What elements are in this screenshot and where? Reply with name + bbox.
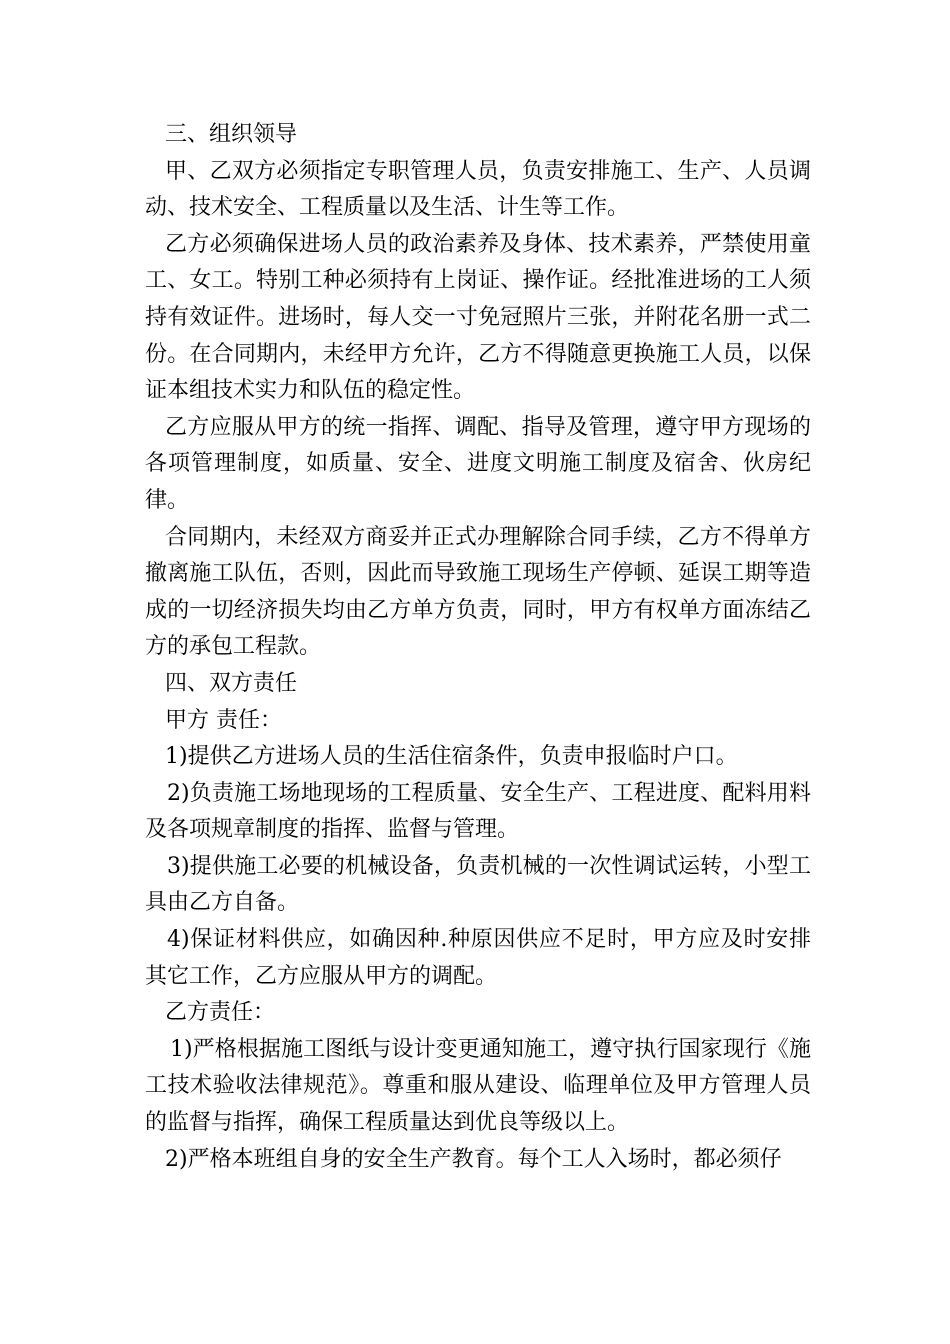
document-body (145, 117, 811, 1178)
paragraph-obey-management: 乙方应服从甲方的统一指挥、调配、指导及管理，遵守甲方现场的各项管理制度，如质量、安全、进度文明施工制度及宿舍、伙房纪律。 (145, 414, 811, 513)
party-b-item-1: 1)严格根据施工图纸与设计变更通知施工，遵守执行国家现行《施工技术验收法律规范》。尊重和服从建设、临理单位及甲方管理人员的监督与指挥，确保工程质量达到优良等级以上。 (145, 1036, 811, 1136)
section-heading-responsibilities: 四、双方责任 (165, 670, 298, 696)
party-a-item-3: 3)提供施工必要的机械设备，负责机械的一次性调试运转，小型工具由乙方自备。 (145, 853, 811, 916)
paragraph-management-staff: 甲、乙双方必须指定专职管理人员，负责安排施工、生产、人员调动、技术安全、工程质量以及生活、计生等工作。 (145, 158, 811, 221)
subheading-party-a: 甲方 责任： (165, 707, 282, 733)
paragraph-personnel-requirements: 乙方必须确保进场人员的政治素养及身体、技术素养，严禁使用童工、女工。特别工种必须持有上岗证、操作证。经批准进场的工人须持有效证件。进场时，每人交一寸免冠照片三张，并附花名册一式二份。在合同期内，未经甲方允许，乙方不得随意更换施工人员，以保证本组技术实力和队伍的稳定性。 (145, 231, 811, 404)
paragraph-contract-termination: 合同期内，未经双方商妥并正式办理解除合同手续，乙方不得单方撤离施工队伍，否则，因此而导致施工现场生产停顿、延误工期等造成的一切经济损失均由乙方单方负责，同时，甲方有权单方面冻结乙方的承包工程款。 (145, 524, 811, 660)
party-a-item-4: 4)保证材料供应，如确因种.种原因供应不足时，甲方应及时安排其它工作，乙方应服从甲方的调配。 (145, 927, 811, 989)
party-a-item-2: 2)负责施工场地现场的工程质量、安全生产、工程进度、配料用料及各项规章制度的指挥、监督与管理。 (145, 780, 811, 843)
party-b-item-2: 2)严格本班组自身的安全生产教育。每个工人入场时，都必须仔 (165, 1146, 782, 1172)
section-heading-organization: 三、组织领导 (165, 122, 298, 147)
party-a-item-1: 1)提供乙方进场人员的生活住宿条件，负责申报临时户口。 (165, 744, 738, 770)
subheading-party-b: 乙方责任： (165, 1000, 276, 1026)
